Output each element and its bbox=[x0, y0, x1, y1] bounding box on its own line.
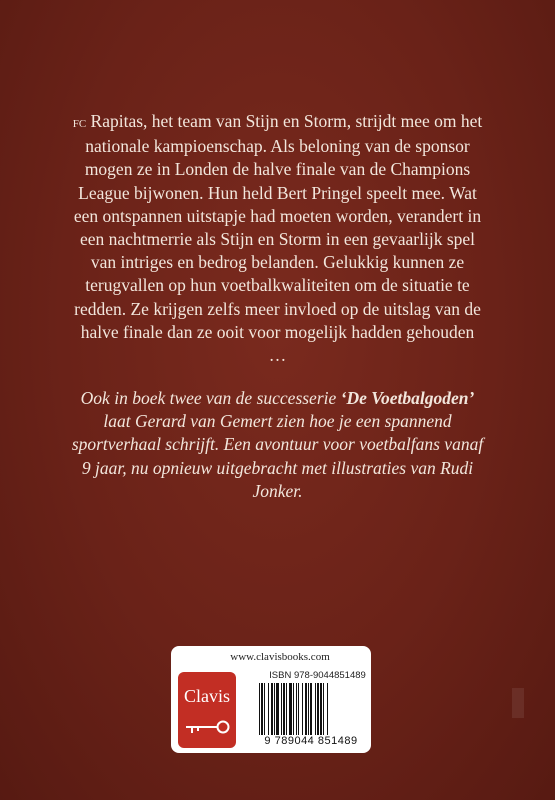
series-name: ‘De Voetbalgoden’ bbox=[340, 388, 475, 408]
blurb-text: Rapitas, het team van Stijn en Storm, strijdt mee om het nationale kampioenschap. Als beloning van de sponsor mogen ze in Londen de halve finale van de Champions League bijwonen. Hun held Bert Pringel speelt mee. Wat een ontspannen uitstapje had moeten worden, verandert in een nachtmerrie als Stijn en Storm in een gevaarlijk spel van intriges en bedrog belanden. Gelukkig kunnen ze terugvallen op hun voetbalkwaliteiten om de situatie te redden. Ze krijgen zelfs meer invloed op de uitslag van de halve finale dan ze ooit voor mogelijk hadden gehouden … bbox=[73, 111, 483, 366]
barcode-icon bbox=[258, 683, 364, 735]
series-note-after: laat Gerard van Gemert zien hoe je een spannend sportverhaal schrijft. Een avontuur voor voetbalfans vanaf 9 jaar, nu opnieuw uitgebracht met illustraties van Rudi Jonker. bbox=[71, 411, 484, 501]
back-cover-blurb bbox=[70, 110, 485, 367]
club-prefix: fc bbox=[72, 115, 87, 131]
isbn-label: ISBN 978-9044851489 bbox=[269, 670, 366, 681]
series-note-before: Ook in boek twee van de successerie bbox=[80, 388, 341, 408]
publisher-website: www.clavisbooks.com bbox=[230, 651, 330, 663]
spine-mark bbox=[512, 688, 524, 718]
publisher-logo-text: Clavis bbox=[183, 686, 230, 706]
barcode-number: 9 789044 851489 bbox=[264, 735, 358, 747]
publisher-logo bbox=[178, 672, 236, 748]
key-icon bbox=[178, 672, 236, 748]
series-note bbox=[70, 387, 485, 503]
